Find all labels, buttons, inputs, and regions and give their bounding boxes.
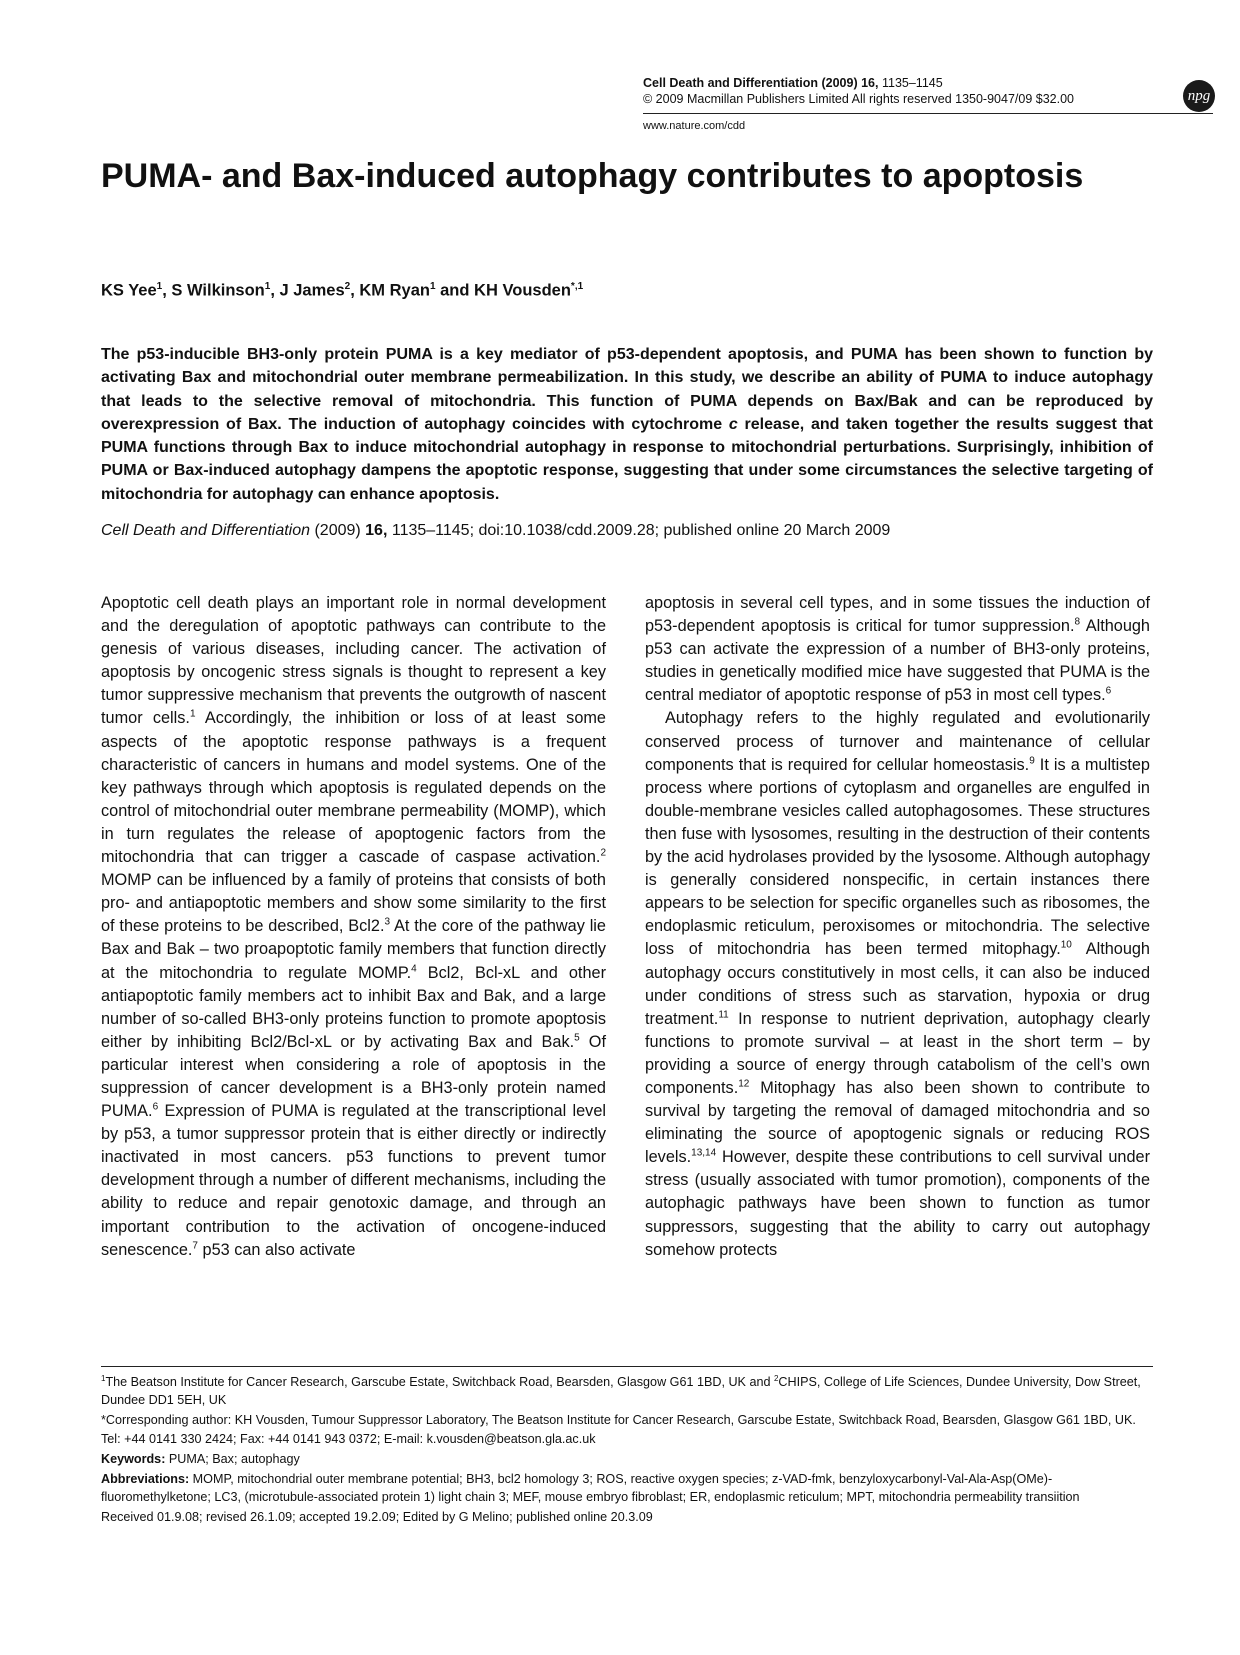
affiliations: [101, 1373, 1153, 1409]
reference-superscript[interactable]: 8: [1074, 616, 1081, 628]
reference-superscript[interactable]: 13,14: [691, 1147, 717, 1159]
abstract-part-1: The p53-inducible BH3-only protein PUMA is a key mediator of p53-dependent apoptosis, and PUMA has been shown to function by activating Bax and mitochondrial outer membrane permeabilization. In this study, we describe an ability of PUMA to induce autophagy that leads to the selective removal of mitochondria. This function of PUMA depends on Bax/Bak and can be reproduced by overexpression of Bax. The induction of autophagy coincides with cytochrome: [101, 346, 1153, 433]
citation-line: [101, 520, 1153, 542]
author-separator: ,: [350, 281, 360, 300]
article-title: PUMA- and Bax-induced autophagy contributes to apoptosis: [101, 157, 1084, 195]
received-dates: Received 01.9.08; revised 26.1.09; accepted 19.2.09; Edited by G Melino; published online 20.3.09: [101, 1510, 653, 1525]
affiliation-2: CHIPS, College of Life Sciences, Dundee University, Dow Street, Dundee DD1 5EH, UK: [101, 1375, 1141, 1408]
author-separator: ,: [162, 281, 172, 300]
body-text: apoptosis in several cell types, and in some tissues the induction of p53-dependent apoptosis is critical for tumor suppression.: [645, 594, 1150, 636]
affiliation-1: The Beatson Institute for Cancer Research, Garscube Estate, Switchback Road, Bearsden, Glasgow G61 1BD, UK and: [105, 1375, 774, 1389]
reference-superscript[interactable]: 5: [574, 1032, 580, 1044]
body-text: Although p53 can activate the expression of a number of BH3-only proteins, studies in genetically modified mice have suggested that PUMA is the central mediator of apoptotic response of p53 in most cell types.: [645, 617, 1150, 705]
page-range: 1135–1145: [881, 76, 943, 90]
citation-journal: Cell Death and Differentiation: [101, 522, 311, 539]
reference-superscript[interactable]: 3: [384, 916, 391, 928]
footnotes: [101, 1373, 1153, 1529]
author-separator: ,: [270, 281, 280, 300]
author-affiliation-sup: *,1: [570, 281, 584, 292]
author-affiliation-sup: 1: [156, 281, 163, 292]
body-text: Mitophagy has also been shown to contribute to survival by targeting the removal of damaged mitochondria and so eliminating the source of apoptogenic signals or reducing ROS levels.: [645, 1078, 1150, 1167]
body-text: Of particular interest when considering a role of apoptosis in the suppression of cancer development is a BH3-only protein named PUMA.: [101, 1032, 606, 1121]
reference-superscript[interactable]: 2: [600, 847, 606, 859]
author-affiliation-sup: 1: [429, 281, 436, 292]
author-affiliation-sup: 1: [264, 281, 271, 292]
author-affiliation-sup: 2: [344, 281, 351, 292]
abstract-part-2: release, and taken together the results suggest that PUMA functions through Bax to induce mitochondrial autophagy in response to mitochondrial perturbations. Surprisingly, inhibition of PUMA or Bax-induced autophagy dampens the apoptotic response, suggesting that under some circumstances the selective targeting of mitochondria for autophagy can enhance apoptosis.: [101, 415, 1153, 503]
aff-sup-2: 2: [773, 1373, 779, 1383]
body-column-left: [101, 592, 606, 1262]
journal-header: [643, 75, 1074, 107]
journal-name: Cell Death and Differentiation (2009) 16,: [643, 76, 879, 90]
abbreviations: [101, 1470, 1153, 1506]
footnote-rule: [101, 1366, 1153, 1367]
abstract-italic: c: [728, 415, 738, 433]
author-name: KS Yee: [101, 281, 157, 300]
body-text: In response to nutrient deprivation, autophagy clearly functions to promote survival – at least in the short term – by providing a source of energy through catabolism of the cell’s own components.: [645, 1009, 1150, 1097]
author-name: KH Vousden: [474, 281, 571, 300]
body-text: Autophagy refers to the highly regulated and evolutionarily conserved process of turnover and maintenance of cellular components that is required for cellular homeostasis.: [645, 709, 1150, 774]
copyright: © 2009 Macmillan Publishers Limited All rights reserved 1350-9047/09 $32.00: [643, 92, 1074, 106]
reference-superscript[interactable]: 1: [189, 709, 196, 721]
header-rule: [643, 113, 1213, 114]
corresponding-author: *Corresponding author: KH Vousden, Tumour Suppressor Laboratory, The Beatson Institute for Cancer Research, Garscube Estate, Switchback Road, Bearsden, Glasgow G61 1BD, UK. Tel: +44 0141 330 2424; Fax: +44 0141 943 0372; E-mail: k.vousden@beatson.gla.ac.uk: [101, 1413, 1136, 1446]
body-text: MOMP can be influenced by a family of proteins that consists of both pro- and antiapoptotic members and show some similarity to the first of these proteins to be described, Bcl2.: [101, 871, 606, 936]
journal-url[interactable]: www.nature.com/cdd: [643, 120, 746, 132]
body-text: Apoptotic cell death plays an important role in normal development and the deregulation of apoptotic pathways can contribute to the genesis of various diseases, including cancer. The activation of apoptosis by oncogenic stress signals is thought to represent a key tumor suppressive mechanism that prevents the outgrowth of nascent tumor cells.: [101, 594, 606, 728]
body-paragraph: [645, 592, 1150, 707]
body-text: It is a multistep process where portions of cytoplasm and organelles are engulfed in double-membrane vesicles called autophagosomes. These structures then fuse with lysosomes, resulting in the destruction of their contents by the acid hydrolases provided by the lysosome. Although autophagy is generally considered nonspecific, in certain instances there appears to be selection for specific organelles such as ribosomes, the endoplasmic reticulum, peroxisomes or mitochondria. The selective loss of mitochondria has been termed mitophagy.: [645, 755, 1150, 959]
abstract: [101, 343, 1153, 506]
reference-superscript[interactable]: 6: [152, 1101, 159, 1113]
citation-year: (2009): [310, 522, 366, 539]
body-text: Expression of PUMA is regulated at the transcriptional level by p53, a tumor suppressor protein that is either directly or indirectly inactivated in most cancers. p53 functions to prevent tumor development through a number of different mechanisms, including the ability to reduce and repair genotoxic damage, and through an important contribution to the activation of oncogene-induced senescence.: [101, 1102, 606, 1259]
abbreviations-label: Abbreviations:: [101, 1472, 190, 1487]
body-text: Although autophagy occurs constitutively in most cells, it can also be induced under conditions of stress such as starvation, hypoxia or drug treatment.: [645, 940, 1150, 1028]
reference-superscript[interactable]: 6: [1105, 685, 1112, 697]
body-column-right: [645, 592, 1150, 1262]
aff-sup-1: 1: [101, 1373, 106, 1383]
abbreviations-text: MOMP, mitochondrial outer membrane potential; BH3, bcl2 homology 3; ROS, reactive oxygen species; z-VAD-fmk, benzyloxycarbonyl-Val-Ala-Asp(OMe)-fluoromethylketone; LC3, (microtubule-associated protein 1) light chain 3; MEF, mouse embryo fibroblast; ER, endoplasmic reticulum; MPT, mitochondria permeability transiition: [101, 1472, 1080, 1505]
reference-superscript[interactable]: 12: [738, 1078, 750, 1090]
author-list: [101, 281, 583, 301]
body-text: p53 can also activate: [197, 1240, 356, 1259]
reference-superscript[interactable]: 11: [718, 1009, 729, 1021]
citation-rest: 1135–1145; doi:10.1038/cdd.2009.28; published online 20 March 2009: [387, 522, 891, 539]
author-name: KM Ryan: [359, 281, 430, 300]
keywords-text: PUMA; Bax; autophagy: [165, 1451, 300, 1466]
author-name: J James: [279, 281, 345, 300]
reference-superscript[interactable]: 7: [192, 1240, 198, 1252]
reference-superscript[interactable]: 10: [1060, 939, 1072, 951]
reference-superscript[interactable]: 9: [1029, 755, 1035, 767]
author-separator: and: [435, 281, 475, 300]
body-paragraph: [645, 707, 1150, 1261]
reference-superscript[interactable]: 4: [411, 963, 417, 975]
keywords-label: Keywords:: [101, 1451, 166, 1466]
body-text: At the core of the pathway lie Bax and Bak – two proapoptotic family members that function directly at the mitochondria to regulate MOMP.: [101, 917, 606, 982]
body-text: However, despite these contributions to cell survival under stress (usually associated with tumor promotion), components of the autophagic pathways have been shown to function as tumor suppressors, suggesting that the ability to carry out autophagy somehow protects: [645, 1148, 1150, 1259]
npg-logo: npg: [1183, 80, 1215, 112]
body-text: Accordingly, the inhibition or loss of at least some aspects of the apoptotic response pathways is a frequent characteristic of cancers in humans and model systems. One of the key pathways through which apoptosis is regulated depends on the control of mitochondrial outer membrane permeability (MOMP), which in turn regulates the release of apoptogenic factors from the mitochondria that can trigger a cascade of caspase activation.: [101, 709, 606, 867]
body-paragraph: [101, 592, 606, 1262]
keywords: [101, 1450, 1153, 1468]
author-name: S Wilkinson: [171, 281, 265, 300]
body-text: Bcl2, Bcl-xL and other antiapoptotic family members act to inhibit Bax and Bak, and a large number of so-called BH3-only proteins function to promote apoptosis either by inhibiting Bcl2/Bcl-xL or by activating Bax and Bak.: [101, 963, 606, 1051]
citation-volume: 16,: [365, 522, 388, 539]
